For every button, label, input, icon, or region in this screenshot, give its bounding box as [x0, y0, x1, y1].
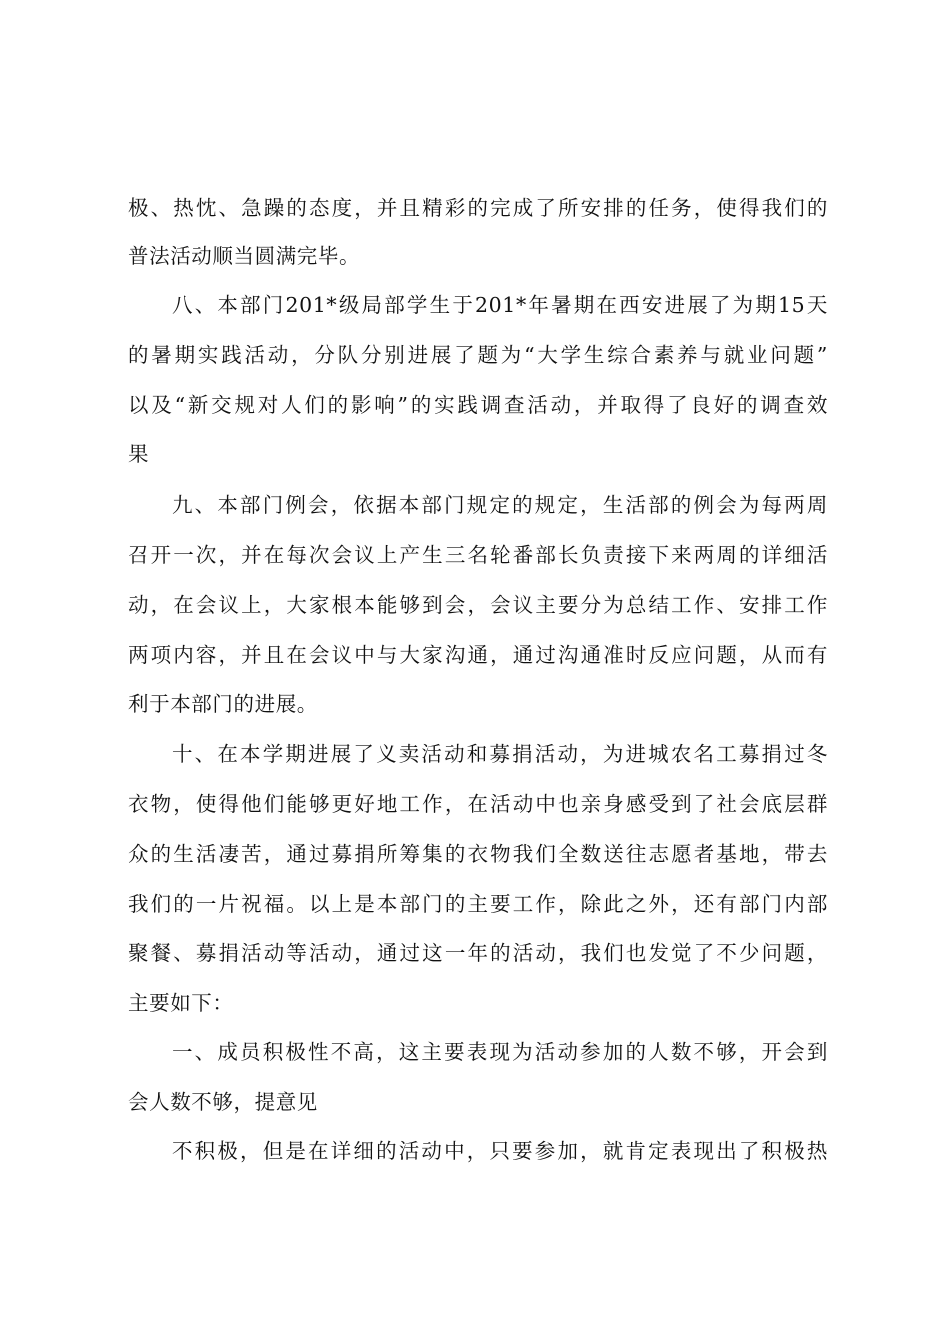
text-line: 九、本部门例会，依据本部门规定的规定，生活部的例会为每两周	[172, 493, 828, 517]
text-line: 会人数不够，提意见	[128, 1090, 318, 1114]
text-line: 以及“新交规对人们的影响”的实践调查活动，并取得了良好的调查效	[128, 393, 828, 417]
text-line: 我们的一片祝福。以上是本部门的主要工作，除此之外，还有部门内部	[128, 892, 828, 916]
text-line: 十、在本学期进展了义卖活动和募捐活动，为进城农名工募捐过冬	[172, 742, 828, 766]
text-line: 衣物，使得他们能够更好地工作，在活动中也亲身感受到了社会底层群	[128, 792, 828, 816]
text-line: 果	[128, 442, 150, 466]
text-line: 利于本部门的进展。	[128, 692, 318, 716]
text-line: 一、成员积极性不高，这主要表现为活动参加的人数不够，开会到	[172, 1040, 828, 1064]
text-line: 普法活动顺当圆满完毕。	[128, 244, 361, 268]
text-line: 众的生活凄苦，通过募捐所筹集的衣物我们全数送往志愿者基地，带去	[128, 842, 828, 866]
text-line: 两项内容，并且在会议中与大家沟通，通过沟通准时反应问题，从而有	[128, 643, 828, 667]
text-line: 动，在会议上，大家根本能够到会，会议主要分为总结工作、安排工作	[128, 593, 828, 617]
text-line: 极、热忱、急躁的态度，并且精彩的完成了所安排的任务，使得我们的	[128, 196, 828, 220]
text-line: 的暑期实践活动，分队分别进展了题为“大学生综合素养与就业问题”	[128, 343, 828, 367]
text-line: 不积极，但是在详细的活动中，只要参加，就肯定表现出了积极热	[172, 1139, 828, 1163]
text-line: 召开一次，并在每次会议上产生三名轮番部长负责接下来两周的详细活	[128, 543, 828, 567]
text-line: 主要如下：	[128, 991, 234, 1015]
text-line: 聚餐、募捐活动等活动，通过这一年的活动，我们也发觉了不少问题，	[128, 941, 828, 965]
text-line: 八、本部门201*级局部学生于201*年暑期在西安进展了为期15天	[172, 293, 828, 317]
